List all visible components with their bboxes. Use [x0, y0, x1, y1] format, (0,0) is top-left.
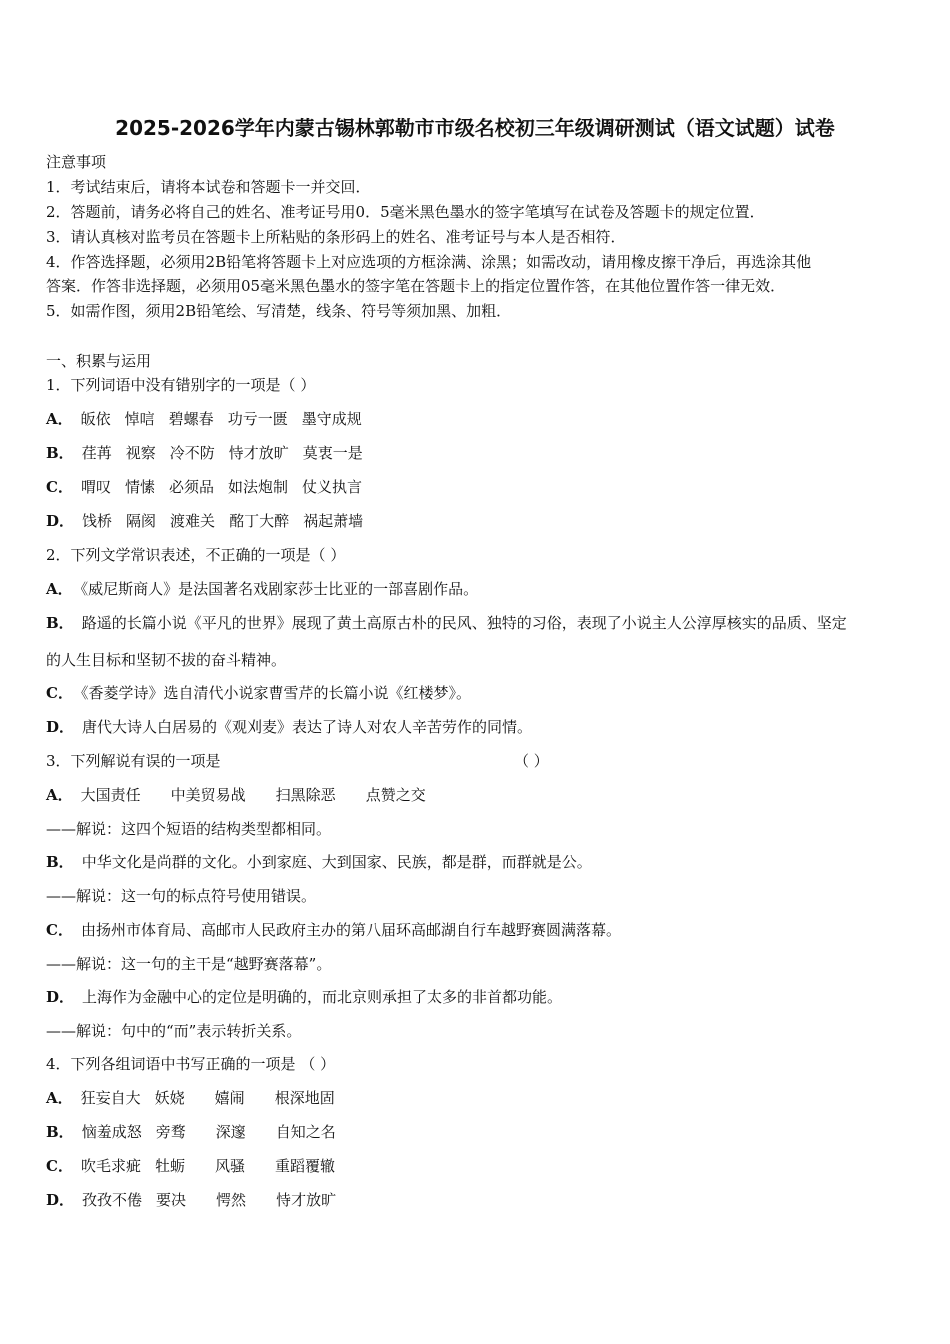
question-stem: 2．下列文学常识表述，不正确的一项是（ ）	[46, 546, 346, 564]
word: 莫衷一是	[302, 444, 363, 462]
option-text: 《威尼斯商人》是法国著名戏剧家莎士比亚的一部喜剧作品。	[80, 580, 479, 598]
option-label: A．	[46, 786, 73, 804]
word: 要决	[156, 1191, 187, 1209]
word: 风骚	[214, 1157, 245, 1175]
q2-option-b	[46, 613, 847, 633]
question-stem: 1．下列词语中没有错别字的一项是（ ）	[46, 376, 316, 394]
answer-parentheses: （ ）	[514, 752, 549, 770]
word: 祸起萧墙	[303, 512, 364, 530]
word: 恃才放旷	[228, 444, 289, 462]
word: 冷不防	[169, 444, 215, 462]
option-label: D．	[46, 1191, 75, 1209]
q2-option-c	[46, 683, 471, 703]
option-label: B．	[46, 853, 74, 871]
q1-option-b	[46, 443, 363, 463]
q3-explanation: ——解说：这一句的主干是“越野赛落幕”。	[46, 955, 332, 973]
word: 狂妄自大	[80, 1089, 141, 1107]
notice-item: 4．作答选择题，必须用2B铅笔将答题卡上对应选项的方框涂满、涂黑；如需改动，请用橡皮擦干净后，再选涂其他	[46, 253, 812, 271]
option-label: B．	[46, 614, 74, 632]
option-text: 《香菱学诗》选自清代小说家曹雪芹的长篇小说《红楼梦》。	[80, 684, 471, 702]
notice-item: 答案．作答非选择题，必须用05毫米黑色墨水的签字笔在答题卡上的指定位置作答，在其他位置作答一律无效．	[46, 277, 786, 295]
word: 自知之名	[275, 1123, 336, 1141]
word: 碧螺春	[168, 410, 214, 428]
q4-option-c	[46, 1156, 335, 1176]
q2-option-b-continued: 的人生目标和坚韧不拔的奋斗精神。	[46, 651, 287, 669]
word: 嬉闹	[214, 1089, 245, 1107]
word: 愕然	[216, 1191, 247, 1209]
option-text: 唐代大诗人白居易的《观刈麦》表达了诗人对农人辛苦劳作的同情。	[82, 718, 533, 736]
word: 根深地固	[274, 1089, 335, 1107]
word: 仗义执言	[302, 478, 363, 496]
option-label: A．	[46, 580, 73, 598]
option-label: C．	[46, 478, 73, 496]
section-heading: 一、积累与运用	[46, 352, 152, 370]
notice-item: 3．请认真核对监考员在答题卡上所粘贴的条形码上的姓名、准考证号与本人是否相符．	[46, 228, 626, 246]
option-label: C．	[46, 1157, 73, 1175]
q3-explanation: ——解说：这四个短语的结构类型都相同。	[46, 820, 332, 838]
word: 重蹈覆辙	[275, 1157, 336, 1175]
word: 酩丁大醉	[229, 512, 290, 530]
word: 如法炮制	[228, 478, 289, 496]
q3-option-a	[46, 785, 426, 805]
option-text: 上海作为金融中心的定位是明确的，而北京则承担了太多的非首都功能。	[82, 988, 563, 1006]
word: 悼唁	[124, 410, 155, 428]
word: 恼羞成怒	[81, 1123, 142, 1141]
word: 牡蛎	[154, 1157, 185, 1175]
q3-explanation: ——解说：这一句的标点符号使用错误。	[46, 887, 317, 905]
option-label: D．	[46, 988, 75, 1006]
option-label: A．	[46, 410, 73, 428]
q4-option-a	[46, 1088, 335, 1108]
option-text: 由扬州市体育局、高邮市人民政府主办的第八届环高邮湖自行车越野赛圆满落幕。	[80, 921, 621, 939]
notice-item: 5．如需作图，须用2B铅笔绘、写清楚，线条、符号等须加黑、加粗．	[46, 302, 512, 320]
q3-explanation: ——解说：句中的“而”表示转折关系。	[46, 1022, 302, 1040]
word: 扫黑除恶	[275, 786, 336, 804]
word: 吹毛求疵	[80, 1157, 141, 1175]
word: 点赞之交	[365, 786, 426, 804]
q3-option-c	[46, 920, 621, 940]
word: 必须品	[168, 478, 214, 496]
word: 饯桥	[82, 512, 113, 530]
option-label: C．	[46, 921, 73, 939]
option-label: A．	[46, 1089, 73, 1107]
notice-item: 1．考试结束后，请将本试卷和答题卡一并交回．	[46, 178, 371, 196]
question-stem: 4．下列各组词语中书写正确的一项是 （ ）	[46, 1055, 336, 1073]
word: 荏苒	[81, 444, 112, 462]
word: 旁骛	[155, 1123, 186, 1141]
word: 情愫	[124, 478, 155, 496]
q1-option-a	[46, 409, 362, 429]
word: 视察	[125, 444, 156, 462]
word: 孜孜不倦	[82, 1191, 143, 1209]
word: 中美贸易战	[170, 786, 246, 804]
word: 功亏一匮	[227, 410, 288, 428]
word: 墨守成规	[301, 410, 362, 428]
q4-option-d	[46, 1190, 336, 1210]
option-label: D．	[46, 512, 75, 530]
word: 大国责任	[80, 786, 141, 804]
option-label: C．	[46, 684, 73, 702]
q1-option-d	[46, 511, 363, 531]
option-label: B．	[46, 1123, 74, 1141]
q2-option-a	[46, 579, 478, 599]
notice-heading: 注意事项	[46, 153, 107, 171]
option-label: B．	[46, 444, 74, 462]
word: 妖娆	[154, 1089, 185, 1107]
q4-option-b	[46, 1122, 336, 1142]
word: 隔阂	[126, 512, 157, 530]
page-title: 2025-2026学年内蒙古锡林郭勒市市级名校初三年级调研测试（语文试题）试卷	[115, 116, 835, 140]
word: 喟叹	[80, 478, 111, 496]
option-label: D．	[46, 718, 75, 736]
option-text: 路遥的长篇小说《平凡的世界》展现了黄土高原古朴的民风、独特的习俗，表现了小说主人公淳厚核实的品质、坚定	[81, 614, 847, 632]
q2-option-d	[46, 717, 532, 737]
q3-option-b	[46, 852, 592, 872]
word: 皈依	[80, 410, 111, 428]
notice-item: 2．答题前，请务必将自己的姓名、准考证号用0．5毫米黑色墨水的签字笔填写在试卷及答题卡的规定位置．	[46, 203, 765, 221]
question-stem: 3．下列解说有误的一项是	[46, 752, 221, 770]
q3-option-d	[46, 987, 562, 1007]
word: 深邃	[215, 1123, 246, 1141]
word: 恃才放旷	[276, 1191, 337, 1209]
option-text: 中华文化是尚群的文化。小到家庭、大到国家、民族，都是群，而群就是公。	[81, 853, 592, 871]
q1-option-c	[46, 477, 362, 497]
word: 渡难关	[170, 512, 216, 530]
